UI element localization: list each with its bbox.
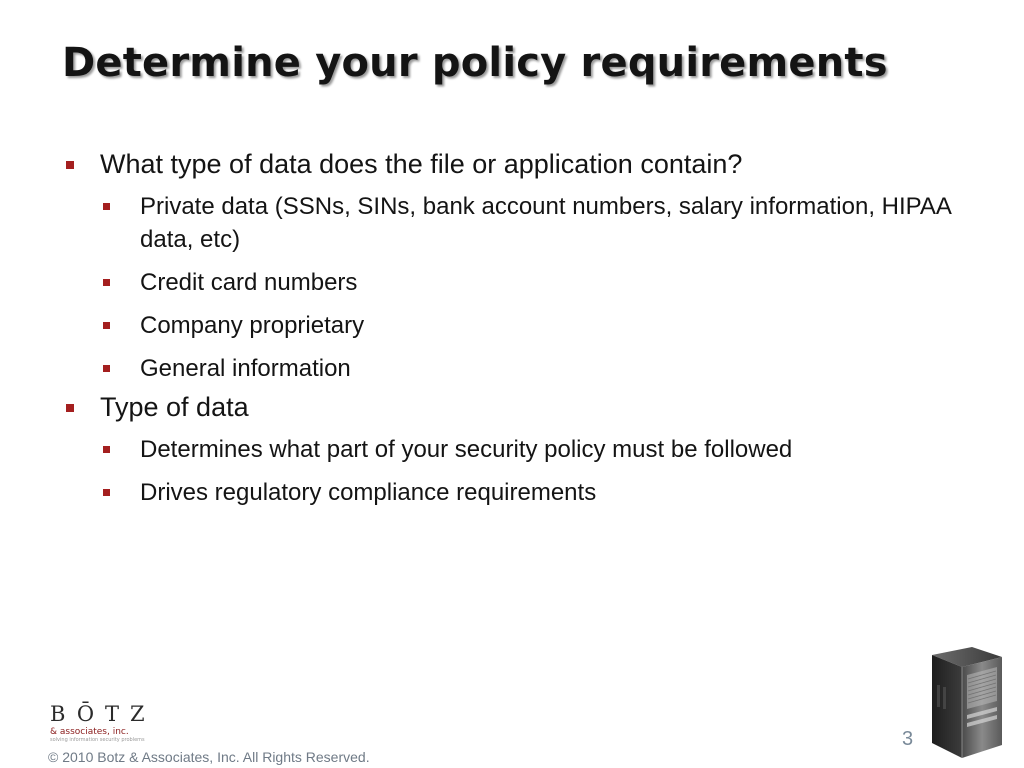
- square-bullet-icon: [103, 203, 110, 210]
- sub-bullet-text: Credit card numbers: [140, 269, 358, 296]
- sub-bullet-item: [100, 266, 960, 299]
- bullet-item: [60, 148, 960, 385]
- sub-bullet-item: [100, 309, 960, 342]
- bullet-text: Type of data: [100, 392, 249, 422]
- sub-bullet-item: [100, 476, 960, 509]
- sub-bullet-item: [100, 190, 960, 256]
- sub-bullet-item: [100, 433, 960, 466]
- square-bullet-icon: [103, 322, 110, 329]
- square-bullet-icon: [66, 404, 74, 412]
- slide-title: Determine your policy requirements: [62, 40, 888, 86]
- logo-wordmark: BŌTZ: [50, 702, 156, 726]
- server-tower-icon: [928, 645, 1004, 760]
- square-bullet-icon: [66, 161, 74, 169]
- sub-bullet-text: Drives regulatory compliance requirements: [140, 479, 597, 506]
- sub-bullet-text: Company proprietary: [140, 312, 365, 339]
- page-number: 3: [902, 728, 914, 750]
- company-logo: [50, 703, 160, 745]
- bullet-list: [60, 148, 960, 519]
- sub-bullet-list: [100, 190, 960, 385]
- logo-subtitle: & associates, inc.: [50, 727, 129, 737]
- bullet-text: What type of data does the file or application contain?: [100, 149, 743, 179]
- sub-bullet-text: General information: [140, 355, 351, 382]
- square-bullet-icon: [103, 446, 110, 453]
- sub-bullet-item: [100, 352, 960, 385]
- square-bullet-icon: [103, 489, 110, 496]
- logo-tagline: solving information security problems: [50, 737, 145, 743]
- sub-bullet-list: [100, 433, 960, 509]
- sub-bullet-text: Private data (SSNs, SINs, bank account numbers, salary information, HIPAA data, etc): [140, 193, 951, 253]
- sub-bullet-text: Determines what part of your security policy must be followed: [140, 436, 793, 463]
- copyright-notice: © 2010 Botz & Associates, Inc. All Rights Reserved.: [48, 749, 370, 765]
- square-bullet-icon: [103, 365, 110, 372]
- square-bullet-icon: [103, 279, 110, 286]
- bullet-item: [60, 391, 960, 509]
